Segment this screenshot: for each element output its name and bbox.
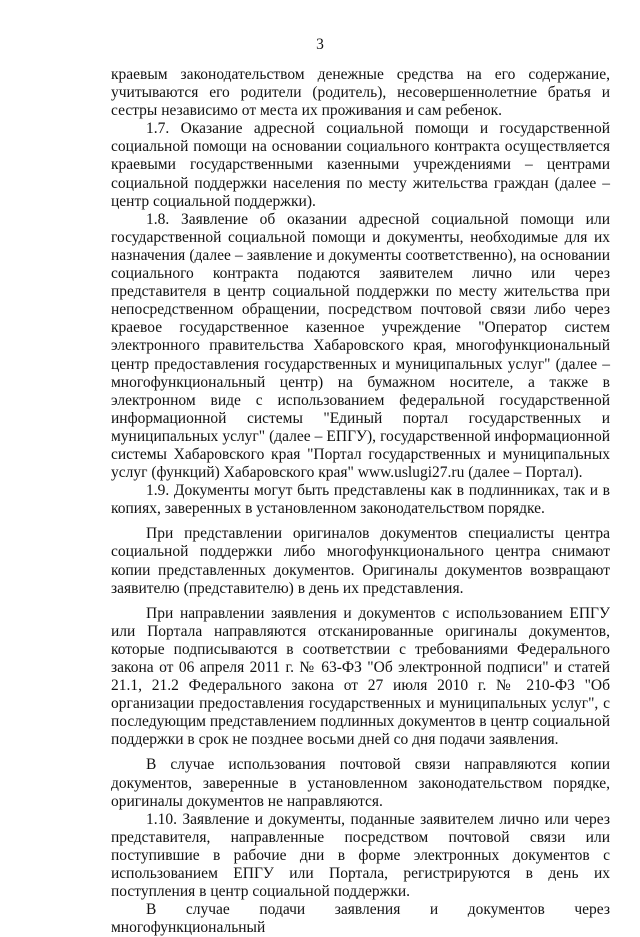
- paragraph-1-10: 1.10. Заявление и документы, поданные заявителем лично или через представителя, направленные посредством почтовой связи или поступившие в рабочие дни в форме электронных документов с использованием ЕПГУ или Портала, регистрируются в день их поступления в центр социальной поддержки.: [111, 810, 610, 901]
- paragraph-1-8: 1.8. Заявление об оказании адресной социальной помощи или государственной социальной помощи и документы, необходимые для их назначения (далее – заявление и документы соответственно), на основании социального контракта подаются заявителем лично или через представителя в центр социальной поддержки по месту жительства при непосредственном обращении, посредством почтовой связи либо через краевое государственное казенное учреждение "Оператор систем электронного правительства Хабаровского края, многофункциональный центр предоставления государственных и муниципальных услуг" (далее – многофункциональный центр) на бумажном носителе, а также в электронном виде с использованием федеральной государственной информационной системы "Единый портал государственных и муниципальных услуг" (далее – ЕПГУ), государственной информационной системы Хабаровского края "Портал государственных и муниципальных услуг (функций) Хабаровского края" www.uslugi27.ru (далее – Портал).: [111, 210, 610, 482]
- document-body: [111, 66, 610, 937]
- paragraph-1-9: 1.9. Документы могут быть представлены как в подлинниках, так и в копиях, заверенных в установленном законодательством порядке.: [111, 482, 610, 518]
- page-number: 3: [316, 36, 324, 53]
- paragraph-continuation: краевым законодательством денежные средства на его содержание, учитываются его родители (родитель), несовершеннолетние братья и сестры независимо от места их проживания и сам ребенок.: [111, 66, 610, 120]
- paragraph-originals: При представлении оригиналов документов специалисты центра социальной поддержки либо многофункционального центра снимают копии представленных документов. Оригиналы документов возвращают заявителю (представителю) в день их представления.: [111, 525, 610, 597]
- paragraph-electronic-submission: При направлении заявления и документов с использованием ЕПГУ или Портала направляются отсканированные оригиналы документов, которые подписываются в соответствии с требованиями Федерального закона от 06 апреля 2011 г. № 63-ФЗ "Об электронной подписи" и статей 21.1, 21.2 Федерального закона от 27 июля 2010 г. № 210-ФЗ "Об организации предоставления государственных и муниципальных услуг", с последующим представлением подлинных документов в центр социальной поддержки в срок не позднее восьми дней со дня подачи заявления.: [111, 604, 610, 749]
- paragraph-1-7: 1.7. Оказание адресной социальной помощи и государственной социальной помощи на основании социального контракта осуществляется краевыми государственными казенными учреждениями – центрами социальной поддержки населения по месту жительства граждан (далее – центр социальной поддержки).: [111, 120, 610, 210]
- paragraph-mfc: В случае подачи заявления и документов через многофункциональный: [111, 901, 610, 937]
- paragraph-postal: В случае использования почтовой связи направляются копии документов, заверенные в установленном законодательством порядке, оригиналы документов не направляются.: [111, 756, 610, 810]
